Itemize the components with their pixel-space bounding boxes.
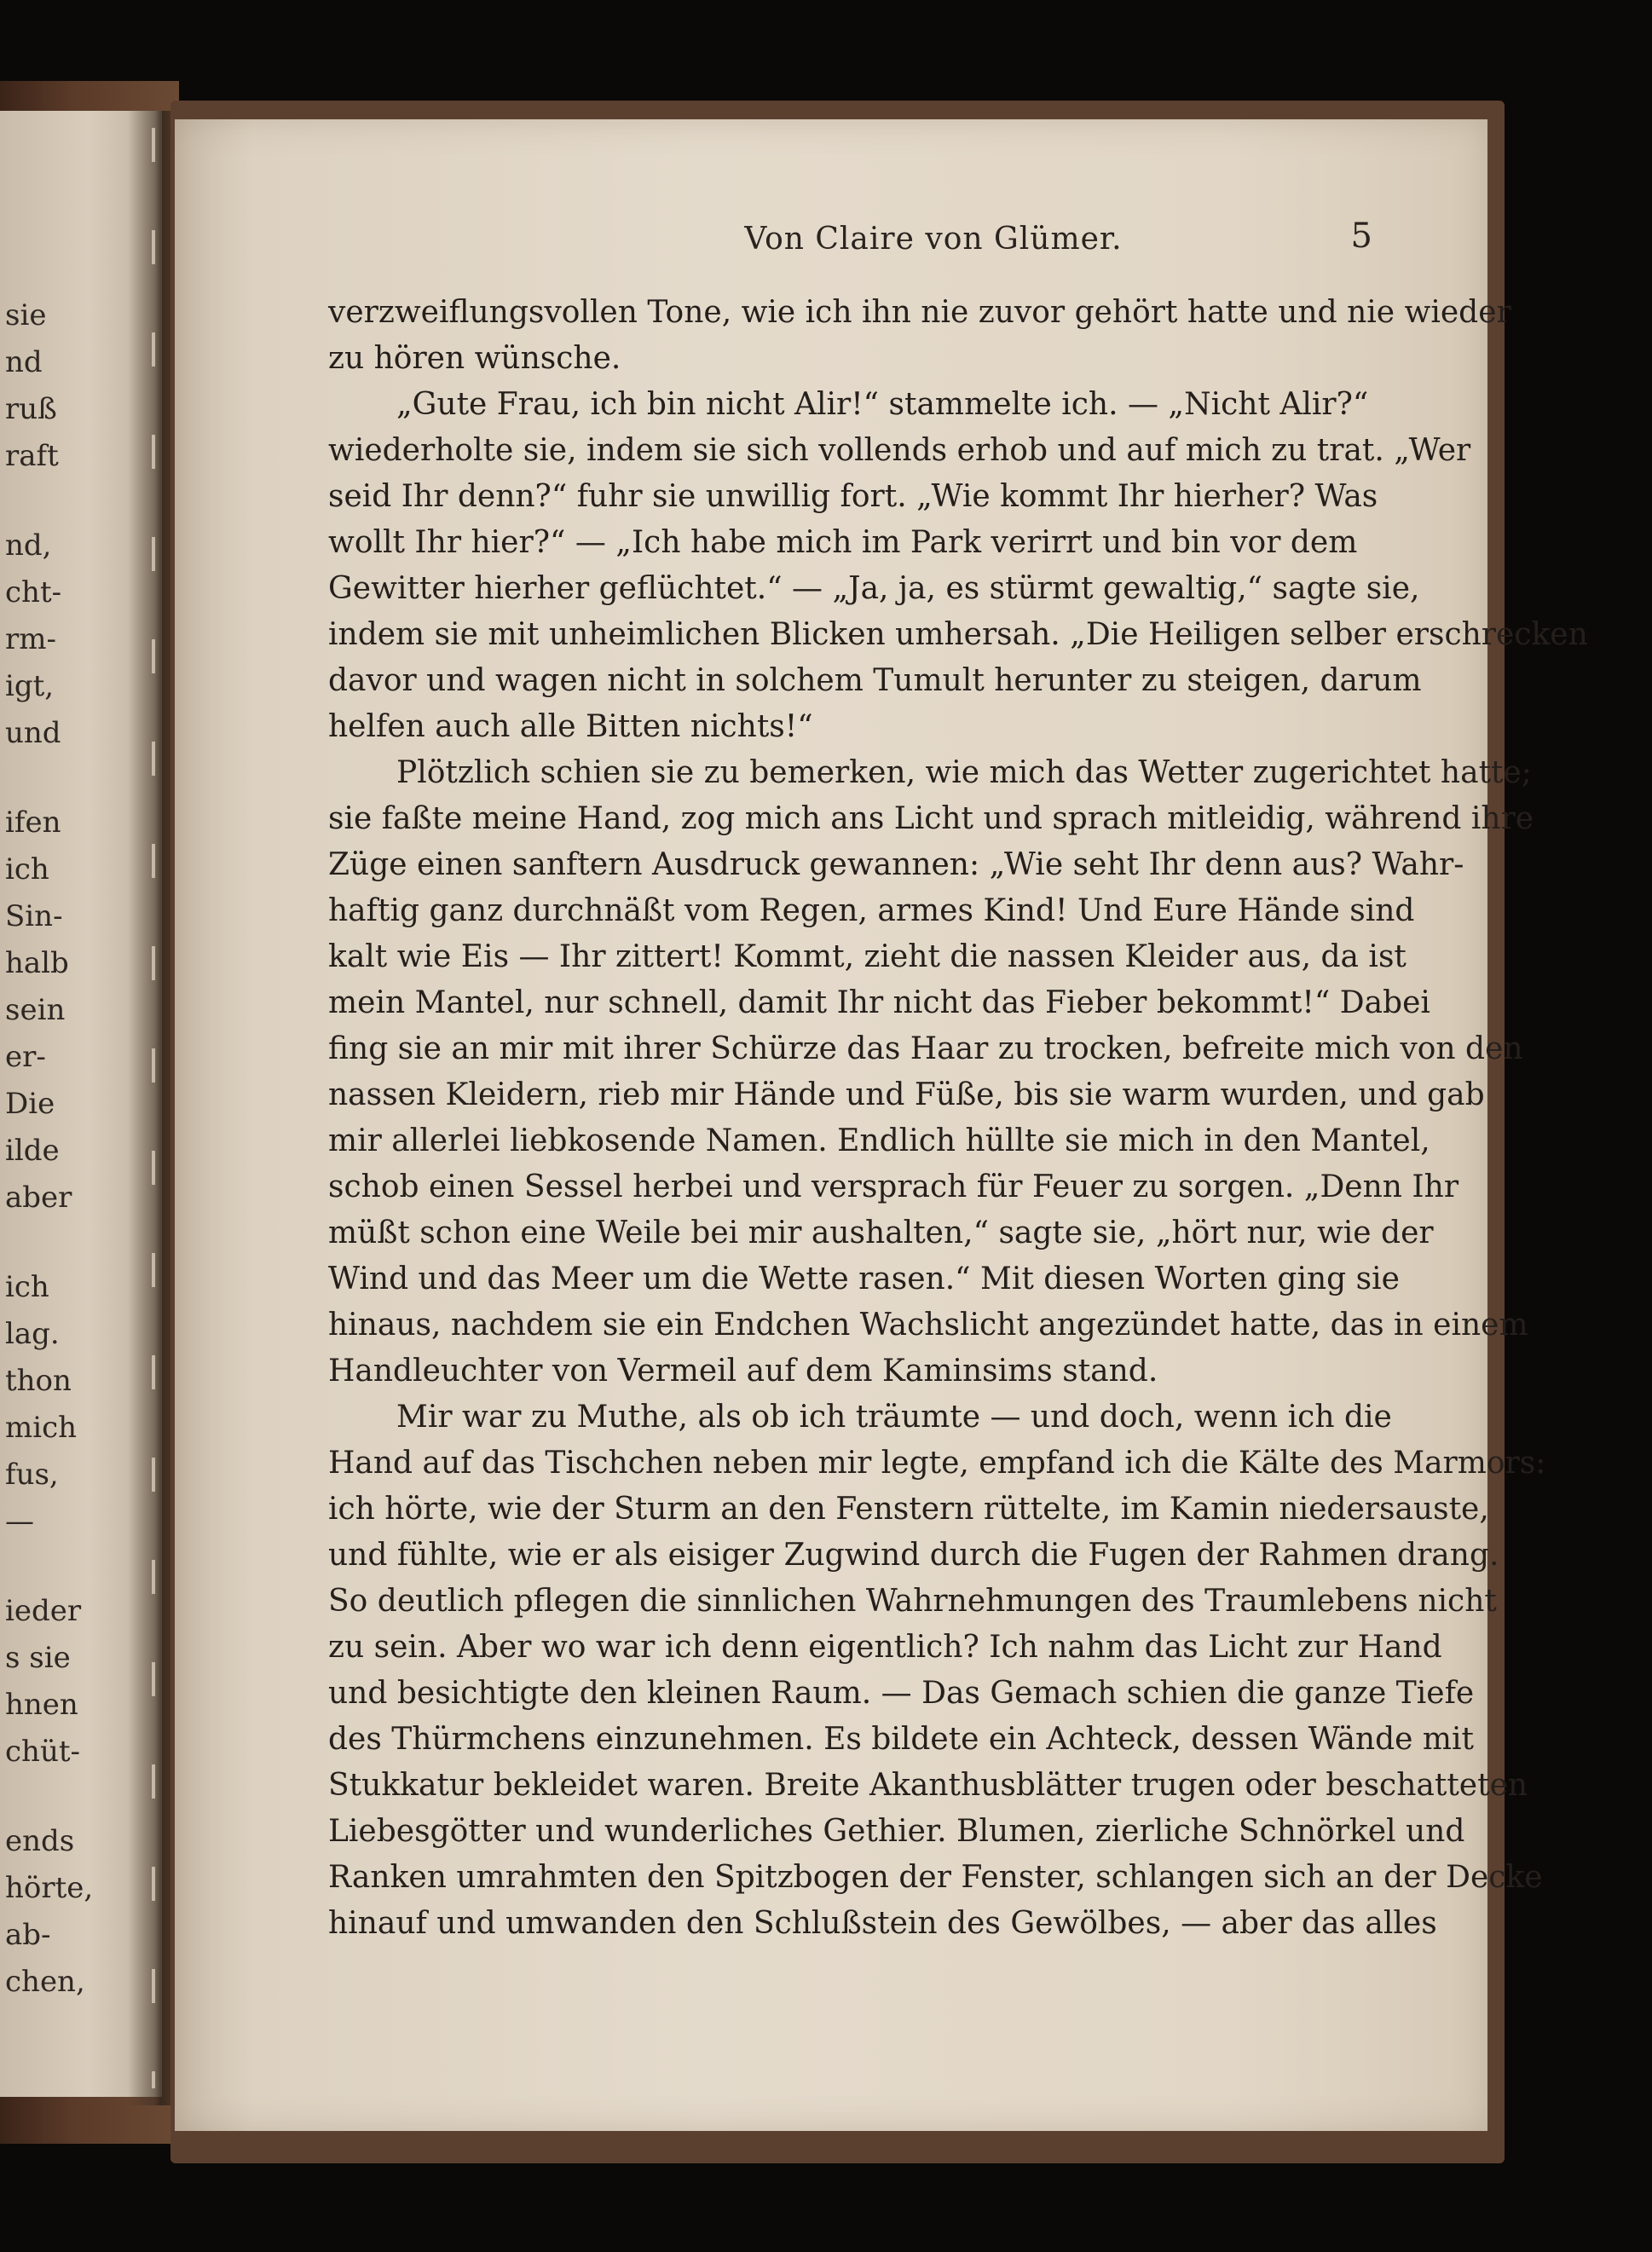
left-page-fragment: lag.: [5, 1317, 60, 1351]
text-line: Hand auf das Tischchen neben mir legte, empfand ich die Kälte des Marmors:: [328, 1446, 1546, 1481]
text-line: und besichtigte den kleinen Raum. — Das Gemach schien die ganze Tiefe: [328, 1676, 1475, 1711]
left-page-fragment: ilde: [5, 1134, 60, 1168]
left-page-fragment: ifen: [5, 806, 61, 840]
text-line: hinauf und umwanden den Schlußstein des Gewölbes, — aber das alles: [328, 1906, 1437, 1941]
text-line: Plötzlich schien sie zu bemerken, wie mich das Wetter zugerichtet hatte;: [396, 755, 1532, 790]
left-page-fragment: aber: [5, 1181, 72, 1215]
left-page-fragment: thon: [5, 1364, 72, 1398]
left-page-fragment: sie: [5, 298, 47, 332]
text-line: und fühlte, wie er als eisiger Zugwind durch die Fugen der Rahmen drang.: [328, 1538, 1499, 1573]
left-page-fragment: nd,: [5, 528, 52, 563]
text-line: indem sie mit unheimlichen Blicken umhersah. „Die Heiligen selber erschrecken: [328, 617, 1588, 652]
text-line: „Gute Frau, ich bin nicht Alir!“ stammelte ich. — „Nicht Alir?“: [396, 387, 1369, 422]
left-page-fragment: raft: [5, 439, 59, 473]
left-page-fragment: —: [5, 1504, 34, 1539]
left-page-fragment: ab-: [5, 1918, 51, 1952]
left-page-fragment: hnen: [5, 1688, 78, 1722]
text-line: Züge einen sanftern Ausdruck gewannen: „Wie seht Ihr denn aus? Wahr-: [328, 847, 1464, 882]
left-page-fragment: fus,: [5, 1458, 59, 1492]
text-line: Gewitter hierher geflüchtet.“ — „Ja, ja, es stürmt gewaltig,“ sagte sie,: [328, 571, 1420, 606]
text-line: Liebesgötter und wunderliches Gethier. Blumen, zierliche Schnörkel und: [328, 1814, 1465, 1849]
left-page-fragment: s sie: [5, 1641, 71, 1675]
text-line: mein Mantel, nur schnell, damit Ihr nicht das Fieber bekommt!“ Dabei: [328, 985, 1430, 1020]
left-page-fragment: cht-: [5, 575, 62, 609]
left-page-fragment: chen,: [5, 1965, 85, 1999]
text-line: davor und wagen nicht in solchem Tumult herunter zu steigen, darum: [328, 663, 1422, 698]
left-page-fragment: chüt-: [5, 1735, 80, 1769]
left-page-fragment: ruß: [5, 392, 57, 426]
page-number: 5: [1350, 217, 1372, 256]
left-page-fragment: rm-: [5, 622, 56, 656]
text-line: Wind und das Meer um die Wette rasen.“ Mit diesen Worten ging sie: [328, 1262, 1400, 1296]
text-line: kalt wie Eis — Ihr zittert! Kommt, zieht die nassen Kleider aus, da ist: [328, 939, 1407, 974]
text-line: zu hören wünsche.: [328, 341, 621, 376]
left-page-fragment: sein: [5, 993, 66, 1027]
left-page-fragment: Sin-: [5, 899, 63, 933]
left-page-fragment: ich: [5, 852, 49, 886]
left-page-fragment: ieder: [5, 1594, 82, 1628]
text-line: des Thürmchens einzunehmen. Es bildete ein Achteck, dessen Wände mit: [328, 1722, 1475, 1757]
left-page-fragment: mich: [5, 1411, 78, 1445]
text-line: helfen auch alle Bitten nichts!“: [328, 709, 813, 744]
text-line: verzweiflungsvollen Tone, wie ich ihn nie zuvor gehört hatte und nie wieder: [328, 295, 1511, 330]
body-text: [328, 290, 1588, 1947]
text-line: zu sein. Aber wo war ich denn eigentlich? Ich nahm das Licht zur Hand: [328, 1630, 1442, 1665]
text-line: hinaus, nachdem sie ein Endchen Wachslicht angezündet hatte, das in einem: [328, 1308, 1528, 1343]
left-page-fragment: ends: [5, 1824, 75, 1858]
left-page-fragment: igt,: [5, 669, 55, 703]
text-line: Mir war zu Muthe, als ob ich träumte — und doch, wenn ich die: [396, 1400, 1392, 1435]
text-line: So deutlich pflegen die sinnlichen Wahrnehmungen des Traumlebens nicht: [328, 1584, 1497, 1619]
left-page-fragment: nd: [5, 345, 43, 379]
book-page: [175, 119, 1588, 2131]
left-page-fragment: halb: [5, 946, 69, 980]
text-line: mir allerlei liebkosende Namen. Endlich hüllte sie mich in den Mantel,: [328, 1123, 1430, 1158]
text-line: wiederholte sie, indem sie sich vollends erhob und auf mich zu trat. „Wer: [328, 433, 1471, 468]
text-line: nassen Kleidern, rieb mir Hände und Füße, bis sie warm wurden, und gab: [328, 1077, 1485, 1112]
left-page-fragment: Die: [5, 1087, 55, 1121]
left-page-fragment: ich: [5, 1270, 49, 1304]
text-line: haftig ganz durchnäßt vom Regen, armes Kind! Und Eure Hände sind: [328, 893, 1415, 928]
left-page-fragment: er-: [5, 1040, 46, 1074]
text-line: ich hörte, wie der Sturm an den Fenstern rüttelte, im Kamin niedersauste,: [328, 1492, 1489, 1527]
text-line: sie faßte meine Hand, zog mich ans Licht und sprach mitleidig, während ihre: [328, 801, 1534, 836]
text-line: schob einen Sessel herbei und versprach für Feuer zu sorgen. „Denn Ihr: [328, 1169, 1459, 1204]
running-head: Von Claire von Glümer.: [744, 222, 1123, 257]
text-line: müßt schon eine Weile bei mir aushalten,“ sagte sie, „hört nur, wie der: [328, 1216, 1434, 1250]
text-line: seid Ihr denn?“ fuhr sie unwillig fort. „Wie kommt Ihr hierher? Was: [328, 479, 1378, 514]
left-page-fragment: und: [5, 716, 61, 750]
text-line: wollt Ihr hier?“ — „Ich habe mich im Park verirrt und bin vor dem: [328, 525, 1358, 560]
text-line: Ranken umrahmten den Spitzbogen der Fenster, schlangen sich an der Decke: [328, 1860, 1543, 1895]
binding-thread: [152, 128, 155, 2088]
text-line: Handleuchter von Vermeil auf dem Kaminsims stand.: [328, 1354, 1158, 1389]
text-line: fing sie an mir mit ihrer Schürze das Haar zu trocken, befreite mich von den: [328, 1031, 1523, 1066]
text-line: Stukkatur bekleidet waren. Breite Akanthusblätter trugen oder beschatteten: [328, 1768, 1528, 1803]
left-page-fragment: hörte,: [5, 1871, 94, 1905]
